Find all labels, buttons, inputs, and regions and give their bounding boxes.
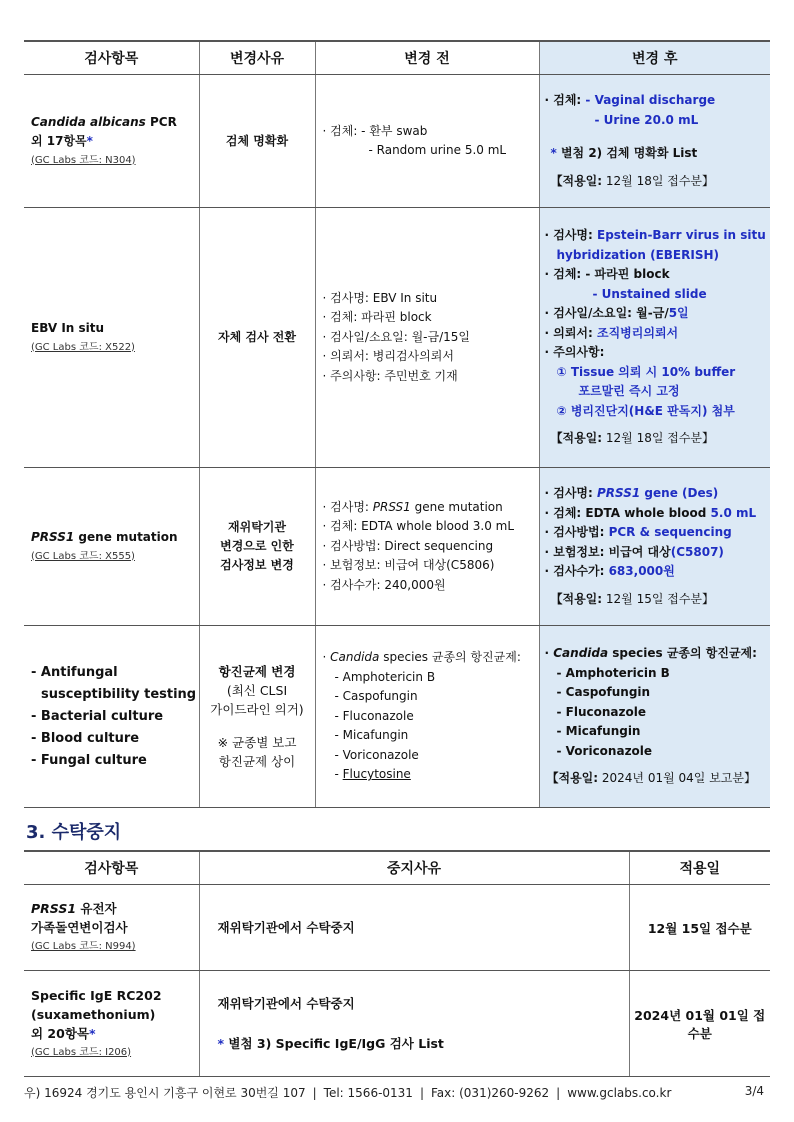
reason-line: 가이드라인 의거) — [210, 702, 304, 717]
note-star: * — [217, 1035, 225, 1051]
drug-item: - Amphotericin B — [556, 665, 670, 680]
drug-item: - Amphotericin B — [334, 669, 436, 684]
item-line2: 외 17항목 — [31, 133, 87, 148]
item-name: Candida albicans — [31, 114, 146, 129]
before-genus: Candida — [330, 650, 380, 665]
drug-item-removed: Flucytosine — [342, 767, 411, 782]
before-value: gene mutation — [410, 499, 503, 514]
drug-item: - Caspofungin — [334, 689, 418, 704]
item-line2: 가족돌연변이검사 — [31, 920, 128, 935]
item-line3: 외 20항목 — [31, 1025, 89, 1041]
before-line: · 검사수가: 240,000원 — [322, 577, 446, 592]
suspension-table — [24, 850, 770, 1077]
item-cell — [24, 468, 199, 626]
footer-separator: | — [312, 1086, 317, 1100]
after-label: · 검체: EDTA whole blood — [544, 505, 711, 520]
after-value: Epstein-Barr virus in situ — [592, 228, 766, 243]
item-line: - Fungal culture — [31, 752, 147, 768]
table-row — [24, 468, 770, 626]
reason-cell: 검체 명확화 — [199, 75, 315, 208]
after-value: hybridization (EBERISH) — [556, 247, 719, 262]
after-value: (C5807) — [670, 544, 724, 559]
footer-fax: Fax: (031)260-9262 — [431, 1086, 550, 1100]
item-cell — [24, 208, 199, 468]
header-item: 검사항목 — [24, 851, 199, 885]
note-star: * — [550, 146, 557, 160]
drug-item: - Micafungin — [334, 728, 409, 743]
after-label: · 검사수가: — [544, 564, 605, 578]
reason-line: 변경으로 인한 — [220, 539, 294, 553]
item-code: (GC Labs 코드: X555) — [31, 550, 135, 562]
after-value: - Unstained slide — [592, 286, 707, 301]
drug-item: - Caspofungin — [556, 685, 651, 700]
item-cell — [24, 971, 199, 1077]
item-cell — [24, 626, 199, 808]
after-value: 683,000원 — [604, 564, 675, 578]
apply-date — [545, 429, 771, 449]
before-cell — [315, 75, 539, 208]
before-line: · 주의사항: 주민번호 기재 — [322, 368, 458, 383]
item-gene: PRSS1 — [31, 901, 77, 916]
before-line: · 검체: - 환부 swab — [322, 123, 428, 138]
after-label: · 검사방법: — [544, 525, 605, 539]
item-code: (GC Labs 코드: N994) — [31, 941, 136, 952]
item-suffix: PCR — [145, 114, 177, 129]
drug-item: - Fluconazole — [556, 704, 646, 719]
apply-value: 2024년 01월 04일 보고분】 — [598, 771, 756, 786]
item-suffix: 유전자 — [76, 901, 117, 916]
section-title: 3. 수탁중지 — [26, 822, 122, 843]
table-row — [24, 208, 770, 468]
apply-value: 12월 15일 접수분】 — [602, 591, 715, 606]
item-line: - Antifungal — [31, 664, 118, 680]
footer-separator: | — [556, 1086, 561, 1100]
change-table — [24, 40, 770, 808]
date-cell: 2024년 01월 01일 접수분 — [629, 971, 770, 1077]
drug-item: - Micafungin — [556, 724, 641, 739]
apply-label: 【적용일: — [550, 431, 603, 446]
reason-line: 항진균제 변경 — [218, 664, 296, 679]
table-row — [24, 626, 770, 808]
header-before: 변경 전 — [315, 41, 539, 75]
reason-line: (최신 CLSI — [226, 683, 288, 698]
after-cell — [539, 208, 770, 468]
item-line: (suxamethonium) — [31, 1006, 156, 1022]
apply-label: 【적용일: — [550, 591, 603, 606]
after-value: 조직병리의뢰서 — [592, 325, 679, 340]
item-code: (GC Labs 코드: N304) — [31, 154, 136, 166]
apply-label: 【적용일: — [546, 771, 599, 786]
after-value: - Vaginal discharge — [581, 93, 716, 107]
after-value: ② 병리진단지(H&E 판독지) 첨부 — [556, 403, 735, 418]
item-line: - Bacterial culture — [31, 708, 164, 724]
header-reason: 변경사유 — [199, 41, 315, 75]
after-cell — [539, 468, 770, 626]
after-bullet: · — [544, 646, 554, 661]
header-date: 적용일 — [629, 851, 770, 885]
before-line: · 의뢰서: 병리검사의뢰서 — [322, 349, 454, 364]
item-name: PRSS1 — [31, 529, 75, 544]
after-label: · 검체: — [544, 93, 582, 107]
before-value: species 균종의 항진균제: — [379, 650, 521, 665]
header-item: 검사항목 — [24, 41, 199, 75]
item-cell — [24, 75, 199, 208]
attachment-note: 별첨 3) Specific IgE/IgG 검사 List — [224, 1035, 444, 1051]
document-page — [24, 40, 770, 1077]
before-label: · 검사명: — [322, 499, 373, 514]
reason-cell — [199, 468, 315, 626]
table-row — [24, 75, 770, 208]
footer-tel: Tel: 1566-0131 — [323, 1086, 413, 1100]
reason-line: 검사정보 변경 — [220, 558, 294, 572]
apply-value: 12월 18일 접수분】 — [602, 173, 715, 188]
reason-cell — [199, 971, 629, 1077]
header-reason: 중지사유 — [199, 851, 629, 885]
change-table-header — [24, 41, 770, 75]
item-line: - Blood culture — [31, 730, 140, 746]
header-after: 변경 후 — [539, 41, 770, 75]
after-cell — [539, 626, 770, 808]
drug-bullet: - — [334, 767, 343, 782]
after-value: gene (Des) — [640, 486, 719, 500]
footer-website-link[interactable]: www.gclabs.co.kr — [567, 1086, 672, 1100]
reason-line: 재위탁기관 — [228, 520, 286, 534]
drug-item: - Fluconazole — [334, 708, 414, 723]
item-code: (GC Labs 코드: I206) — [31, 1046, 132, 1058]
before-cell — [315, 626, 539, 808]
after-value: - Urine 20.0 mL — [594, 112, 699, 127]
page-footer — [24, 1076, 770, 1101]
after-genus: Candida — [553, 646, 609, 661]
item-star: * — [88, 1025, 96, 1041]
item-suffix: gene mutation — [74, 529, 178, 544]
after-value: 5일 — [668, 306, 689, 321]
item-line: Specific IgE RC202 — [31, 987, 162, 1003]
reason-cell: 자체 검사 전환 — [199, 208, 315, 468]
reason-cell: 재위탁기관에서 수탁중지 — [199, 885, 629, 971]
after-label: · 검사명: — [544, 486, 597, 500]
after-label: · 보험정보: 비급여 대상 — [544, 544, 671, 559]
before-bullet: · — [322, 650, 331, 665]
before-line: · 검사방법: Direct sequencing — [322, 538, 494, 553]
after-label: · 검사명: — [544, 228, 593, 243]
item-code: (GC Labs 코드: X522) — [31, 341, 135, 353]
apply-date — [545, 172, 771, 192]
before-line: · 검체: 파라핀 block — [322, 310, 432, 325]
reason-note: ※ 균종별 보고 — [217, 735, 297, 750]
after-label: · 주의사항: — [544, 345, 605, 360]
table-row — [24, 971, 770, 1077]
apply-date — [545, 769, 771, 789]
after-value: 5.0 mL — [710, 505, 757, 520]
page-number: 3/4 — [744, 1084, 764, 1098]
before-cell — [315, 468, 539, 626]
item-star: * — [86, 133, 93, 148]
apply-label: 【적용일: — [550, 173, 603, 188]
after-cell — [539, 75, 770, 208]
before-cell — [315, 208, 539, 468]
item-line: susceptibility testing — [41, 686, 197, 702]
before-gene: PRSS1 — [372, 499, 411, 514]
drug-item: - Voriconazole — [334, 747, 419, 762]
after-value: ① Tissue 의뢰 시 10% buffer — [556, 364, 736, 379]
apply-value: 12월 18일 접수분】 — [602, 431, 715, 446]
after-label: · 검사일/소요일: 월-금/ — [544, 306, 669, 321]
reason-note: 항진균제 상이 — [218, 754, 296, 769]
footer-address: 우) 16924 경기도 용인시 기흥구 이현로 30번길 107 — [24, 1086, 306, 1100]
before-line: · 검사일/소요일: 월-금/15일 — [322, 329, 471, 344]
after-value: 포르말린 즉시 고정 — [578, 384, 680, 399]
after-gene: PRSS1 — [597, 486, 641, 500]
after-line: · 검체: - 파라핀 block — [544, 267, 670, 282]
drug-item: - Voriconazole — [556, 743, 653, 758]
item-cell — [24, 885, 199, 971]
after-label: · 의뢰서: — [544, 325, 593, 340]
after-value: species 균종의 항진균제: — [608, 646, 757, 661]
before-line: · 보험정보: 비급여 대상(C5806) — [322, 558, 495, 573]
item-name: EBV In situ — [31, 320, 105, 335]
attachment-note: 별첨 2) 검체 명확화 List — [556, 146, 698, 160]
table-row — [24, 885, 770, 971]
reason-text: 재위탁기관에서 수탁중지 — [217, 995, 355, 1011]
suspension-table-header — [24, 851, 770, 885]
footer-separator: | — [419, 1086, 424, 1100]
date-cell: 12월 15일 접수분 — [629, 885, 770, 971]
after-value: PCR & sequencing — [604, 525, 732, 539]
before-line: - Random urine 5.0 mL — [368, 143, 507, 157]
apply-date — [545, 590, 771, 610]
before-line: · 검체: EDTA whole blood 3.0 mL — [322, 519, 515, 534]
before-line: · 검사명: EBV In situ — [322, 290, 438, 305]
reason-cell — [199, 626, 315, 808]
